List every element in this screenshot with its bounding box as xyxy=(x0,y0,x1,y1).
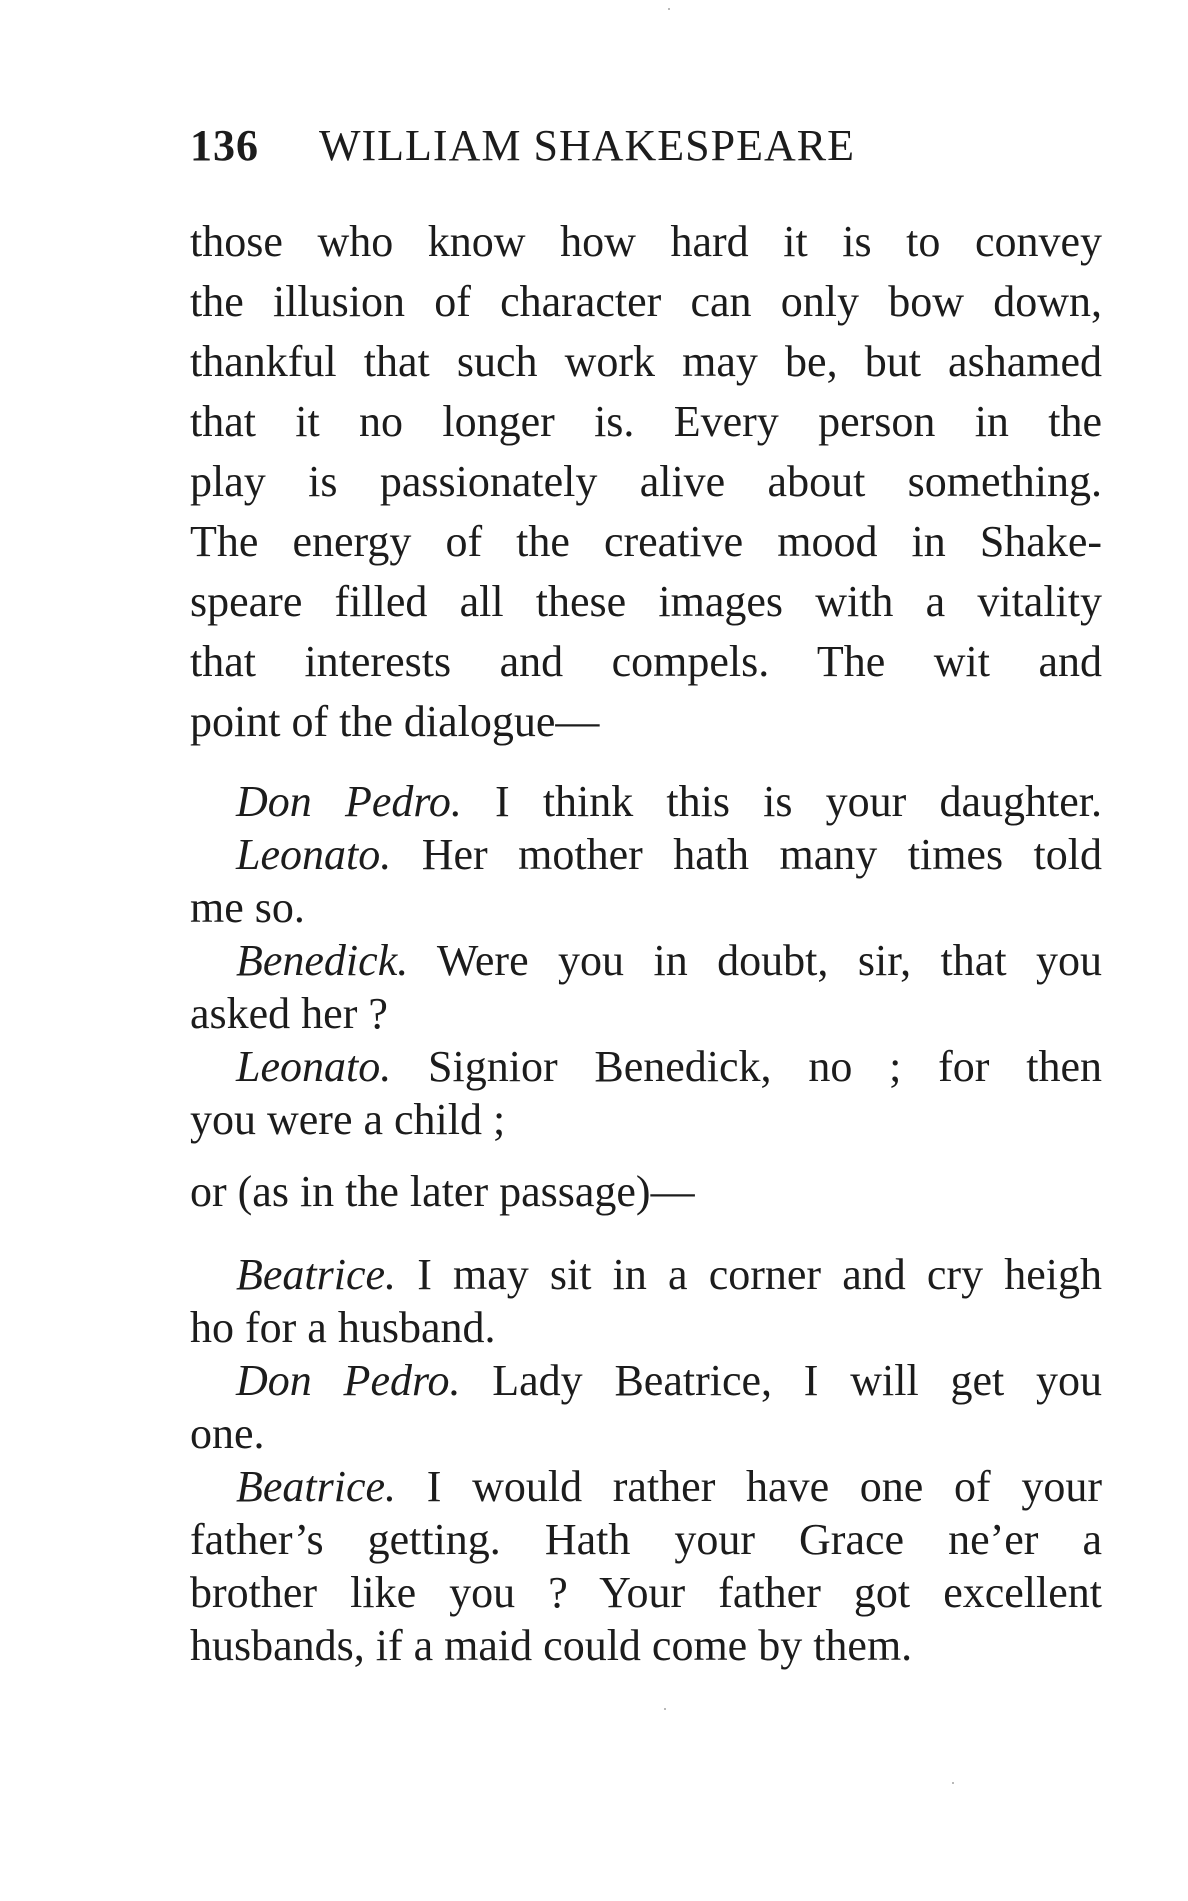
speaker-name: Leonato. xyxy=(236,1042,392,1091)
dialogue-text: I think this is your daughter. xyxy=(461,777,1103,826)
speaker-name: Leonato. xyxy=(236,830,392,879)
dialogue-text: one. xyxy=(190,1409,265,1458)
dialogue-line xyxy=(190,1566,1102,1619)
dialogue-line xyxy=(190,1460,1102,1513)
speaker-name: Beatrice. xyxy=(236,1250,397,1299)
running-header xyxy=(190,120,1010,171)
dialogue-text: me so. xyxy=(190,883,305,932)
dialogue-text: I would rather have one of your xyxy=(396,1462,1102,1511)
paragraph-line: play is passionately alive about something. xyxy=(190,457,1102,506)
page-number: 136 xyxy=(190,121,259,170)
dialogue-line xyxy=(190,1619,1102,1672)
paragraph-line: point of the dialogue— xyxy=(190,697,600,746)
dialogue-line xyxy=(190,775,1102,828)
speaker-name: Benedick. xyxy=(236,936,409,985)
speaker-name: Beatrice. xyxy=(236,1462,397,1511)
dialogue-line xyxy=(190,987,1102,1040)
scan-speck xyxy=(668,8,670,10)
dialogue-text: Her mother hath many times told xyxy=(391,830,1102,879)
running-title: WILLIAM SHAKESPEARE xyxy=(319,121,855,170)
paragraph-line: those who know how hard it is to convey xyxy=(190,217,1102,266)
dialogue-line xyxy=(190,881,1102,934)
paragraph-line: thankful that such work may be, but ashamed xyxy=(190,337,1102,386)
paragraph-line: The energy of the creative mood in Shake- xyxy=(190,517,1102,566)
dialogue-text: father’s getting. Hath your Grace ne’er a xyxy=(190,1515,1102,1564)
dialogue-text: husbands, if a maid could come by them. xyxy=(190,1621,913,1670)
dialogue-line xyxy=(190,1354,1102,1407)
dialogue-text: Signior Benedick, no ; for then xyxy=(391,1042,1102,1091)
dialogue-text: asked her ? xyxy=(190,989,388,1038)
transition-line: or (as in the later passage)— xyxy=(190,1167,695,1216)
dialogue-line xyxy=(190,1301,1102,1354)
paragraph-line: that interests and compels. The wit and xyxy=(190,637,1102,686)
paragraph-line: that it no longer is. Every person in the xyxy=(190,397,1102,446)
dialogue-text: Were you in doubt, sir, that you xyxy=(408,936,1102,985)
paragraph-line: the illusion of character can only bow down, xyxy=(190,277,1102,326)
dialogue-line xyxy=(190,934,1102,987)
speaker-name: Don Pedro. xyxy=(236,1356,461,1405)
transition-paragraph xyxy=(190,1162,1102,1222)
dialogue-quote-2 xyxy=(190,1248,1102,1672)
scan-speck xyxy=(952,1782,954,1784)
body-paragraph xyxy=(190,212,1102,752)
dialogue-line xyxy=(190,1093,1102,1146)
dialogue-text: you were a child ; xyxy=(190,1095,506,1144)
dialogue-line xyxy=(190,1040,1102,1093)
dialogue-line xyxy=(190,828,1102,881)
speaker-name: Don Pedro. xyxy=(236,777,462,826)
dialogue-quote-1 xyxy=(190,775,1102,1146)
scan-speck xyxy=(664,1708,666,1710)
dialogue-text: ho for a husband. xyxy=(190,1303,496,1352)
dialogue-line xyxy=(190,1407,1102,1460)
dialogue-text: Lady Beatrice, I will get you xyxy=(460,1356,1103,1405)
dialogue-text: brother like you ? Your father got excellent xyxy=(190,1568,1102,1617)
dialogue-line xyxy=(190,1513,1102,1566)
dialogue-text: I may sit in a corner and cry heigh xyxy=(396,1250,1102,1299)
dialogue-line xyxy=(190,1248,1102,1301)
paragraph-line: speare filled all these images with a vitality xyxy=(190,577,1102,626)
